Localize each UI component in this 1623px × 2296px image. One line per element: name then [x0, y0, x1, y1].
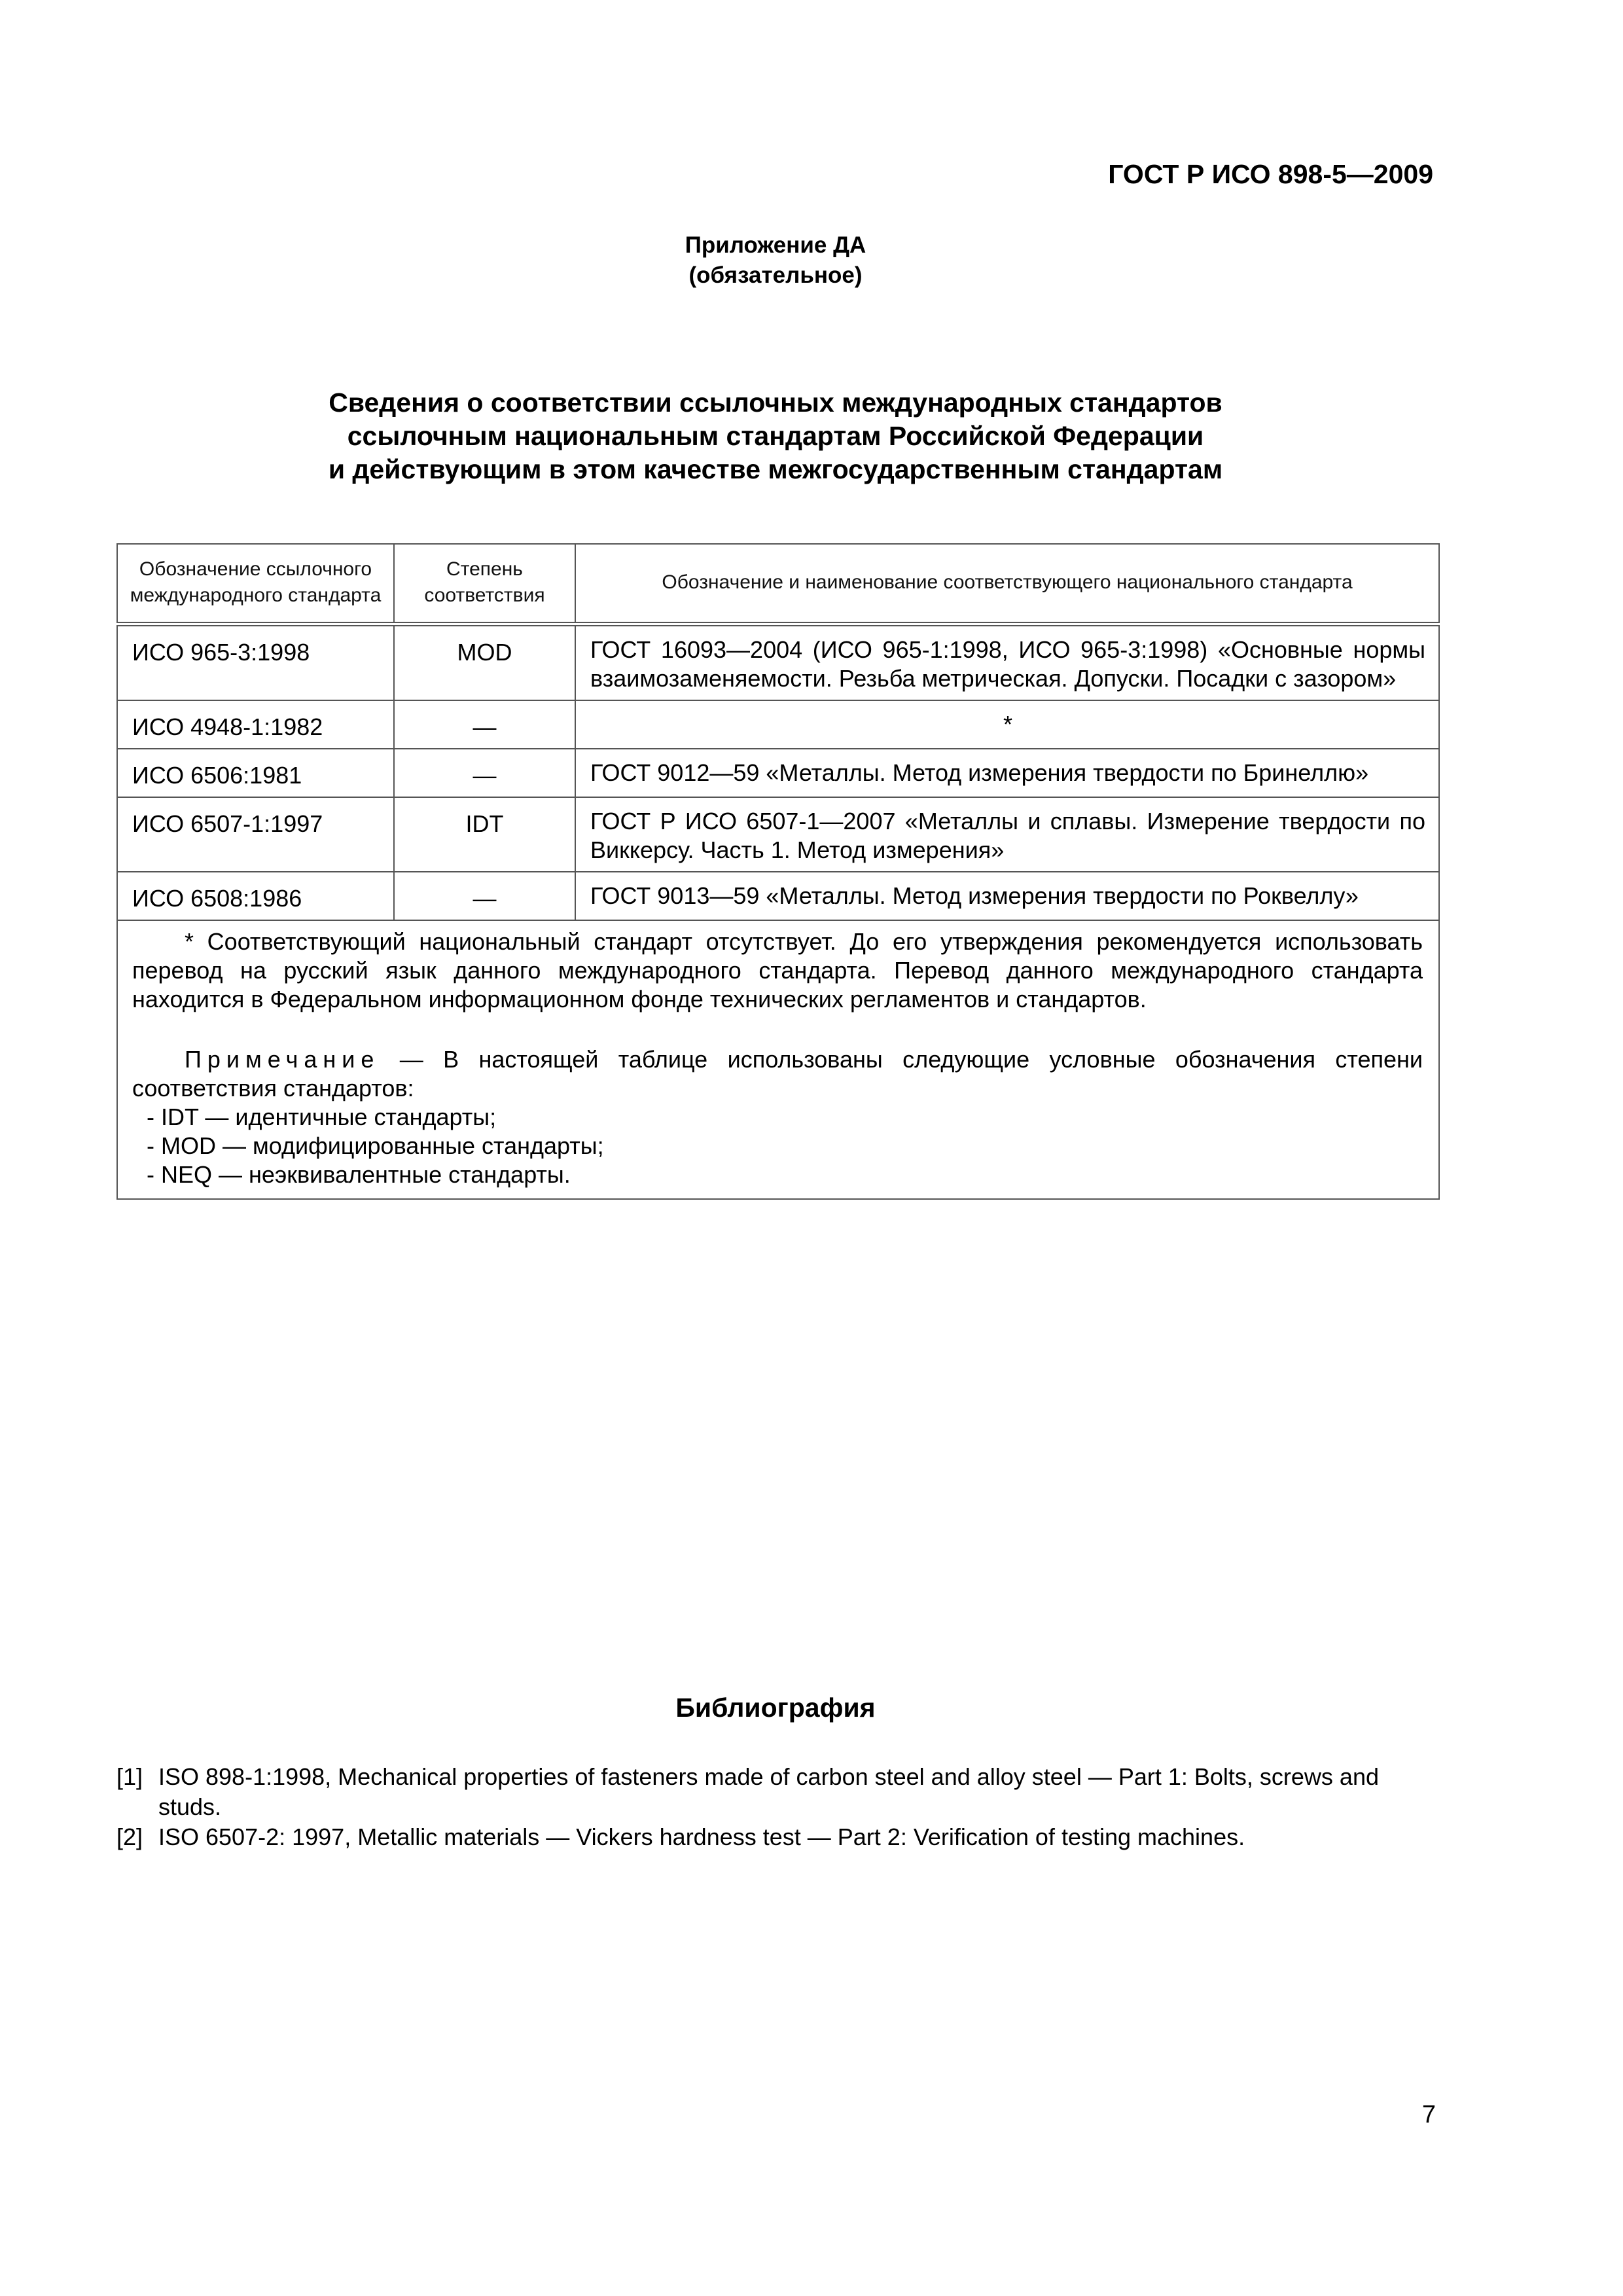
cell-ref: ИСО 6507-1:1997 [117, 797, 394, 872]
cell-degree: IDT [394, 797, 575, 872]
cell-degree: — [394, 749, 575, 797]
cell-ref: ИСО 6508:1986 [117, 872, 394, 920]
table-footnote: * Соответствующий национальный стандарт отсутствует. До его утверждения рекомендуется использовать перевод на русский язык данного международного стандарта. Перевод данного международного стандарта находится в Федеральном информационном фонде технических регламентов и стандартов. [132, 928, 1423, 1013]
title-line-1: Сведения о соответствии ссылочных международных стандартов [329, 387, 1222, 418]
bibliography-title: Библиография [675, 1693, 876, 1723]
table-row [117, 749, 1439, 797]
cell-national: * [575, 700, 1439, 749]
bibliography-text: ISO 6507-2: 1997, Metallic materials — Vickers hardness test — Part 2: Verification of testing machines. [158, 1823, 1245, 1850]
document-id: ГОСТ Р ИСО 898-5—2009 [1108, 159, 1433, 189]
bibliography-number: [1] [116, 1763, 143, 1790]
table-row [117, 872, 1439, 920]
bibliography-item [116, 1762, 1438, 1822]
section-title [0, 386, 1551, 486]
reference-standards-table [116, 543, 1440, 1200]
appendix-type: (обязательное) [688, 262, 863, 288]
bibliography-number: [2] [116, 1823, 143, 1850]
appendix-label: Приложение ДА [685, 232, 866, 258]
table-row [117, 624, 1439, 701]
table-row [117, 700, 1439, 749]
cell-national: ГОСТ 9013—59 «Металлы. Метод измерения твердости по Роквеллу» [575, 872, 1439, 920]
note-item-idt: - IDT — идентичные стандарты; [147, 1103, 497, 1130]
header-degree: Степень соответствия [394, 544, 575, 624]
cell-degree: — [394, 872, 575, 920]
table-header-row [117, 544, 1439, 624]
header-national-standard: Обозначение и наименование соответствующего национального стандарта [575, 544, 1439, 624]
cell-ref: ИСО 965-3:1998 [117, 624, 394, 701]
note-label: Примечание [185, 1046, 380, 1073]
cell-national: ГОСТ Р ИСО 6507-1—2007 «Металлы и сплавы. Измерение твердости по Виккерсу. Часть 1. Метод измерения» [575, 797, 1439, 872]
page-number: 7 [1421, 2101, 1436, 2128]
note-text: — В настоящей таблице использованы следующие условные обозначения степени соответствия стандартов: [132, 1046, 1423, 1102]
cell-ref: ИСО 6506:1981 [117, 749, 394, 797]
cell-ref: ИСО 4948-1:1982 [117, 700, 394, 749]
header-international-standard: Обозначение ссылочного международного стандарта [117, 544, 394, 624]
bibliography-item [116, 1822, 1438, 1852]
table-notes [117, 920, 1439, 1199]
table-row [117, 797, 1439, 872]
table-note [132, 1045, 1423, 1189]
note-item-neq: - NEQ — неэквивалентные стандарты. [147, 1161, 571, 1188]
cell-degree: — [394, 700, 575, 749]
note-paragraph [132, 1045, 1423, 1103]
cell-degree: MOD [394, 624, 575, 701]
cell-national: ГОСТ 16093—2004 (ИСО 965-1:1998, ИСО 965-3:1998) «Основные нормы взаимозаменяемости. Резьба метрическая. Допуски. Посадки с зазором» [575, 624, 1439, 701]
title-line-3: и действующим в этом качестве межгосударственным стандартам [328, 454, 1223, 484]
cell-national: ГОСТ 9012—59 «Металлы. Метод измерения твердости по Бринеллю» [575, 749, 1439, 797]
title-line-2: ссылочным национальным стандартам Российской Федерации [347, 421, 1204, 451]
table-notes-row [117, 920, 1439, 1199]
bibliography-text: ISO 898-1:1998, Mechanical properties of fasteners made of carbon steel and alloy steel — Part 1: Bolts, screws and studs. [158, 1763, 1379, 1820]
note-item-mod: - MOD — модифицированные стандарты; [147, 1132, 604, 1159]
